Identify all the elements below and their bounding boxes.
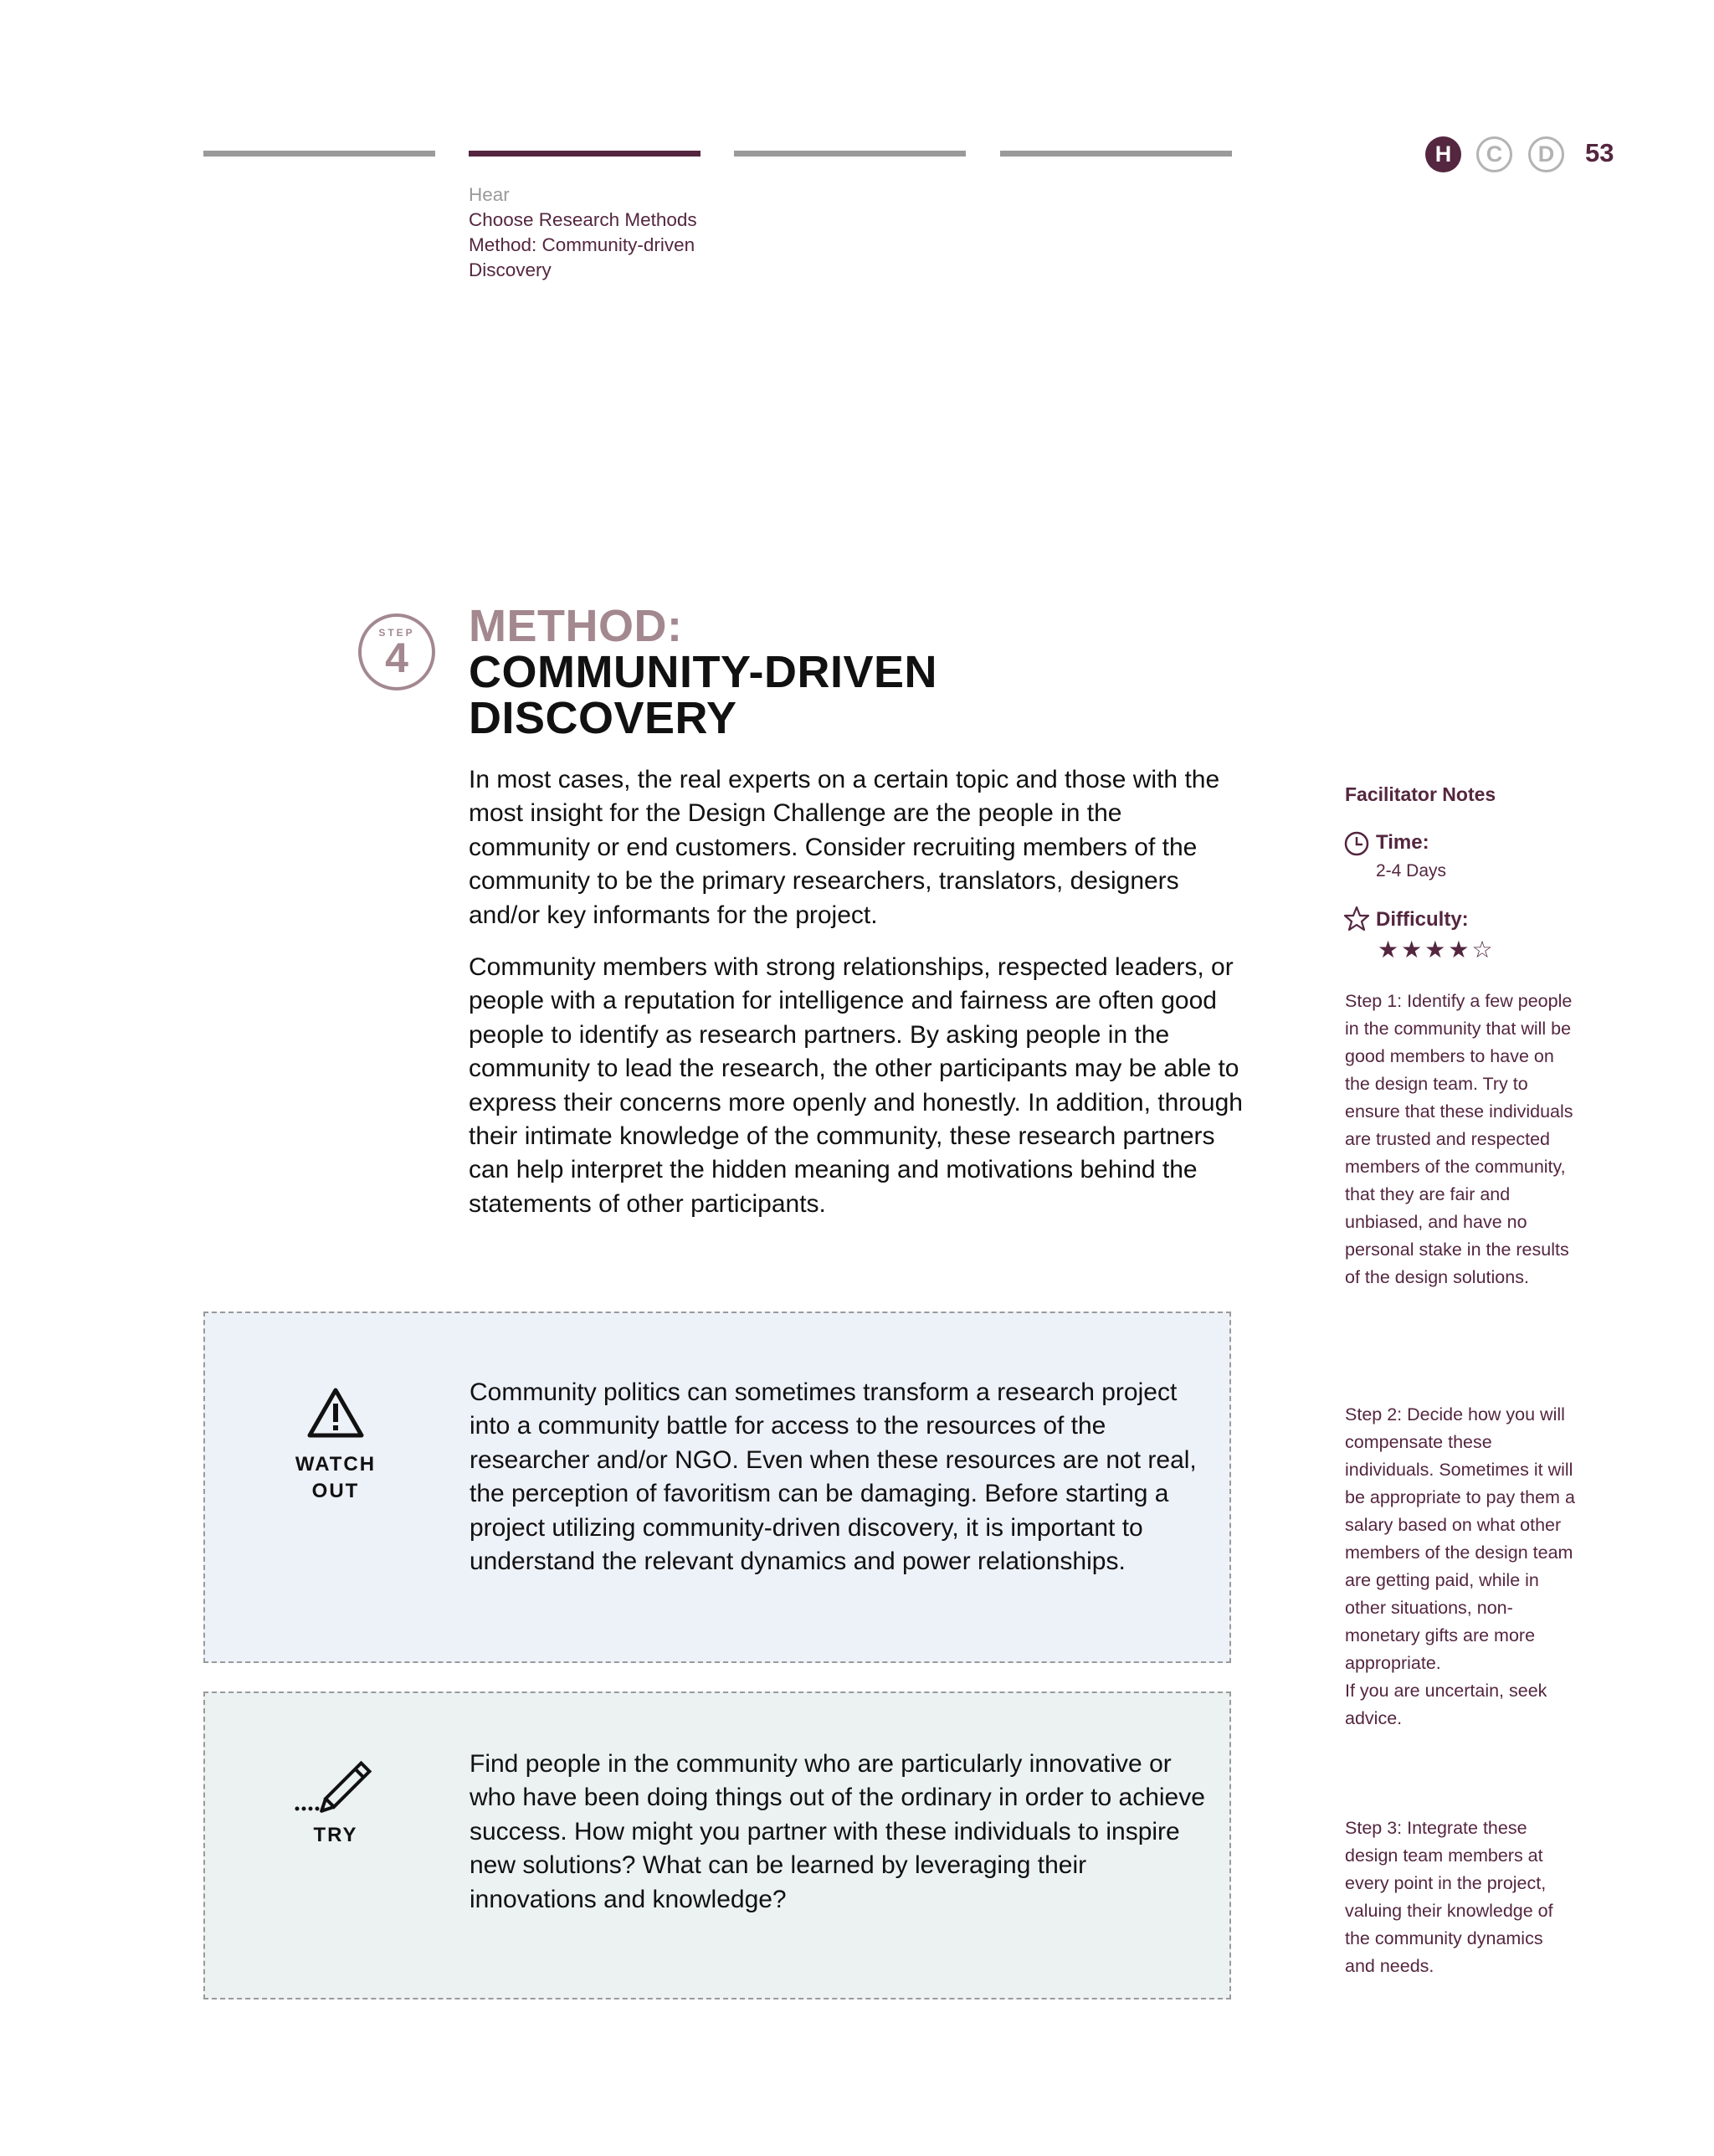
title-line-1: COMMUNITY-DRIVEN — [469, 647, 937, 697]
step-word: STEP — [378, 627, 415, 639]
pencil-icon — [294, 1753, 374, 1817]
phase-deliver-circle[interactable]: D — [1528, 136, 1564, 172]
step-badge — [358, 613, 435, 690]
try-callout — [203, 1691, 1231, 1999]
breadcrumb-item-method-cont[interactable]: Discovery — [469, 259, 552, 280]
method-prefix: METHOD: — [469, 601, 683, 651]
difficulty-rating — [1378, 937, 1493, 963]
try-text: Find people in the community who are particularly innovative or who have been doing things out of the ordinary in order to achieve success. How might you partner with these individuals to inspire new solutions? What can be learned by leveraging their innovations and knowledge? — [470, 1750, 1205, 1913]
watch-out-label-line-2: OUT — [311, 1480, 360, 1502]
breadcrumb-item-method[interactable]: Method: Community-driven — [469, 234, 695, 255]
facilitator-step-3: Step 3: Integrate these design team members at every point in the project, valuing their knowledge of the community dynamics and needs. — [1345, 1818, 1553, 1976]
breadcrumb-item-hear[interactable]: Hear — [469, 184, 510, 205]
facilitator-step-1: Step 1: Identify a few people in the community that will be good members to have on the design team. Try to ensure that these individuals are trusted and respected members of the community, that they are fair and unbiased, and have no personal stake in the results of the design solutions. — [1345, 991, 1573, 1287]
breadcrumb — [469, 182, 697, 283]
progress-bar-2-active — [469, 151, 700, 157]
progress-bar-3 — [734, 151, 966, 157]
facilitator-step-2-note: If you are uncertain, seek advice. — [1345, 1681, 1547, 1728]
star-filled-icon: ★ — [1448, 937, 1470, 963]
breadcrumb-item-choose-methods[interactable]: Choose Research Methods — [469, 209, 697, 230]
body-paragraph-2: Community members with strong relationships, respected leaders, or people with a reputation for intelligence and fairness are often good people to identify as research partners. By asking people in the community to lead the research, the other participants may be able to express their concerns more openly and honestly. In addition, through their intimate knowledge of the community, these research partners can help interpret the hidden meaning and motivations behind the statements of other participants. — [469, 953, 1243, 1218]
title-line-2: DISCOVERY — [469, 693, 737, 743]
step-number: 4 — [385, 634, 408, 681]
warning-triangle-icon — [306, 1386, 365, 1440]
facilitator-step-2-text: Step 2: Decide how you will compensate these individuals. Sometimes it will be appropriate to pay them a salary based on what other members of the design team are getting paid, while in other situations, non-monetary gifts are more appropriate. — [1345, 1404, 1575, 1673]
facilitator-notes-title: Facilitator Notes — [1345, 783, 1496, 805]
phase-hear-circle[interactable]: H — [1425, 136, 1461, 172]
difficulty-label: Difficulty: — [1376, 908, 1469, 931]
star-filled-icon: ★ — [1401, 937, 1423, 963]
watch-out-text: Community politics can sometimes transform a research project into a community battle for access to the resources of the researcher and/or NGO. Even when these resources are not real, the perception of favoritism can be damaging. Before starting a project utilizing community-driven discovery, it is important to understand the relevant dynamics and power relationships. — [470, 1378, 1197, 1576]
star-empty-icon: ☆ — [1471, 937, 1493, 963]
try-label: TRY — [313, 1824, 358, 1846]
watch-out-label — [269, 1451, 403, 1505]
page-title — [469, 649, 1055, 742]
watch-out-label-line-1: WATCH — [295, 1453, 377, 1476]
clock-icon — [1343, 830, 1370, 857]
star-filled-icon: ★ — [1378, 937, 1399, 963]
body-paragraph-1: In most cases, the real experts on a certain topic and those with the most insight for the Design Challenge are the people in the community or end customers. Consider recruiting members of the community to be the primary researchers, translators, designers and/or key informants for the project. — [469, 766, 1220, 929]
progress-bar-1 — [203, 151, 435, 157]
phase-create-circle[interactable]: C — [1476, 136, 1512, 172]
page-number: 53 — [1585, 138, 1614, 167]
difficulty-star-icon — [1343, 906, 1370, 932]
watch-out-callout — [203, 1312, 1231, 1663]
facilitator-step-2 — [1345, 1401, 1575, 1732]
time-value: 2-4 Days — [1376, 861, 1447, 880]
progress-bar-4 — [1000, 151, 1232, 157]
star-filled-icon: ★ — [1424, 937, 1446, 963]
time-label: Time: — [1376, 831, 1429, 854]
